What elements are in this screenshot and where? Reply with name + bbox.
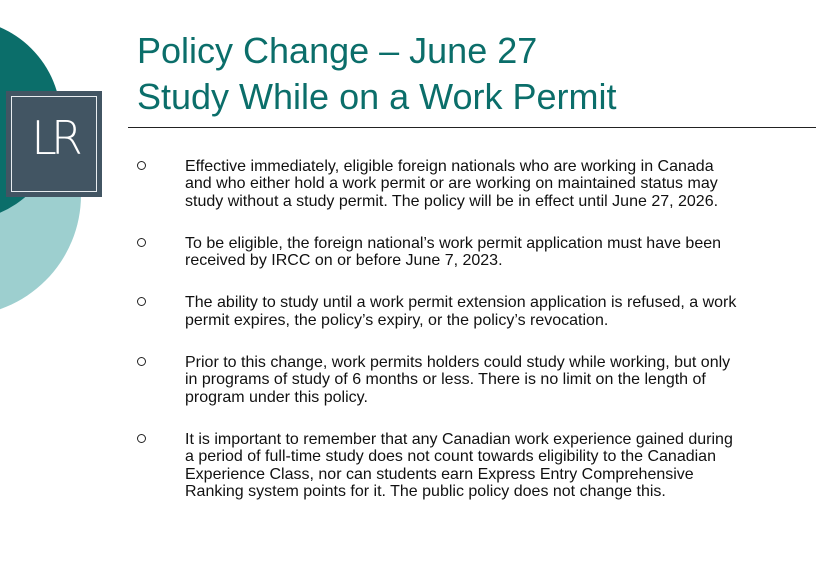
bullet-text-line: Prior to this change, work permits holders could study while working, but only <box>185 354 731 372</box>
circle-bullet-icon <box>137 161 146 170</box>
bullet-text-line: a period of full-time study does not count towards eligibility to the Canadian <box>185 448 716 466</box>
logo-text: LR <box>31 111 77 165</box>
bullet-item <box>137 354 817 406</box>
slide-title-line-1: Policy Change – June 27 <box>137 30 538 71</box>
circle-bullet-icon <box>137 357 146 366</box>
bullet-text-line: received by IRCC on or before June 7, 2023. <box>185 252 503 270</box>
circle-bullet-icon <box>137 297 146 306</box>
bullet-text-line: and who either hold a work permit or are working on maintained status may <box>185 175 718 193</box>
bullet-item <box>137 431 817 500</box>
bullet-text-line: To be eligible, the foreign national’s work permit application must have been <box>185 234 722 252</box>
bullet-text-line: in programs of study of 6 months or less. There is no limit on the length of <box>185 371 706 389</box>
bullet-text-line: It is important to remember that any Canadian work experience gained during <box>185 430 733 448</box>
bullet-item <box>137 235 817 270</box>
bullet-text-line: Experience Class, nor can students earn Express Entry Comprehensive <box>185 465 694 483</box>
bullet-item <box>137 294 817 329</box>
bullet-text-line: study without a study permit. The policy will be in effect until June 27, 2026. <box>185 192 719 210</box>
bullet-text-line: permit expires, the policy’s expiry, or the policy’s revocation. <box>185 311 609 329</box>
bullet-list <box>137 158 817 525</box>
slide-title <box>137 28 617 120</box>
logo <box>6 91 102 197</box>
bullet-text-line: Effective immediately, eligible foreign nationals who are working in Canada <box>185 158 714 175</box>
bullet-text-line: The ability to study until a work permit extension application is refused, a work <box>185 294 737 312</box>
bullet-item <box>137 158 817 210</box>
slide-title-line-2: Study While on a Work Permit <box>137 76 617 117</box>
circle-bullet-icon <box>137 434 146 443</box>
title-divider <box>128 127 816 128</box>
circle-bullet-icon <box>137 238 146 247</box>
bullet-text-line: Ranking system points for it. The public policy does not change this. <box>185 482 666 500</box>
logo-frame <box>11 96 97 192</box>
bullet-text-line: program under this policy. <box>185 388 368 406</box>
